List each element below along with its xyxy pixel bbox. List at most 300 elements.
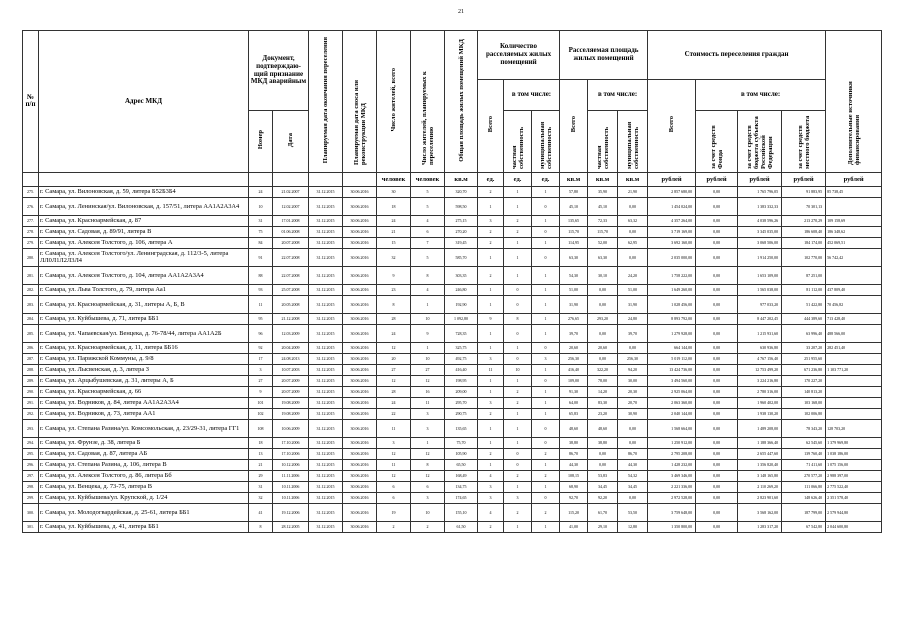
row-area-municipal: 62,95 [618, 237, 648, 248]
row-qty-private: 1 [504, 266, 532, 284]
row-additional-sources: 186 348,62 [826, 226, 882, 237]
row-total-area: 585,70 [445, 248, 478, 266]
row-qty-municipal: 0 [532, 197, 560, 215]
row-cost-subject: 2 823 901,60 [738, 492, 782, 503]
row-additional-sources: 1 075 156,00 [826, 459, 882, 470]
row-total-area: 135,65 [445, 419, 478, 437]
row-planned-demolition: 30.06.2016 [343, 521, 377, 532]
table-row [23, 342, 882, 353]
row-additional-sources: 2 579 944,80 [826, 503, 882, 521]
row-cost-total: 2 040 144,00 [648, 408, 696, 419]
row-number: 291. [23, 397, 39, 408]
row-qty-private: 1 [504, 521, 532, 532]
row-cost-local: 51 422,80 [782, 295, 826, 313]
row-cost-subject: 3 345 035,00 [738, 226, 782, 237]
units-row [23, 172, 882, 186]
header-additional-sources: Дополнительные источники финансирования [826, 31, 882, 173]
row-additional-sources: 1 103 771,20 [826, 364, 882, 375]
row-cost-total: 1 758 222,00 [648, 266, 696, 284]
row-additional-sources: 56 742,42 [826, 248, 882, 266]
row-area-municipal: 44,30 [618, 459, 648, 470]
row-cost-local: 139 760,40 [782, 448, 826, 459]
row-cost-total: 664 144,00 [648, 342, 696, 353]
row-area-municipal: 86,70 [618, 448, 648, 459]
row-doc-number: 96 [249, 324, 273, 342]
row-cost-total: 1 428 232,00 [648, 459, 696, 470]
table-row [23, 408, 882, 419]
row-cost-fund: 0,00 [696, 295, 738, 313]
table-row [23, 266, 882, 284]
row-cost-fund: 0,00 [696, 397, 738, 408]
row-area-municipal: 20,30 [618, 386, 648, 397]
row-residents-planned: 1 [411, 295, 445, 313]
row-qty-total: 11 [478, 364, 504, 375]
row-doc-number: 92 [249, 342, 273, 353]
row-residents-total: 24 [377, 397, 411, 408]
row-qty-private: 2 [504, 215, 532, 226]
table-row [23, 419, 882, 437]
row-qty-private: 2 [504, 470, 532, 481]
row-address: г. Самара, ул. Степана Разина/ул. Комсомольская, д. 23/29-31, литера ГГ1 [39, 419, 249, 437]
row-address: г. Самара, ул. Куйбышева, д. 41, литера ББ1 [39, 521, 249, 532]
row-qty-private: 0 [504, 459, 532, 470]
row-residents-total: 27 [377, 364, 411, 375]
row-cost-subject: 1 653 109,00 [738, 266, 782, 284]
row-address: г. Самара, ул. Венцека, д. 73-75, литера В [39, 481, 249, 492]
row-area-private: 34,45 [588, 481, 618, 492]
row-qty-municipal: 3 [532, 353, 560, 364]
row-qty-private: 2 [504, 386, 532, 397]
row-residents-total: 23 [377, 284, 411, 295]
row-doc-date: 22.07.2008 [273, 248, 309, 266]
row-area-total: 114,95 [560, 237, 588, 248]
row-qty-total: 2 [478, 266, 504, 284]
row-planned-end: 31.12.2015 [309, 197, 343, 215]
row-planned-end: 31.12.2015 [309, 448, 343, 459]
row-area-total: 109,00 [560, 375, 588, 386]
row-residents-total: 6 [377, 492, 411, 503]
row-qty-private: 1 [504, 342, 532, 353]
row-cost-local: 87 251,00 [782, 266, 826, 284]
row-planned-demolition: 30.06.2016 [343, 481, 377, 492]
row-address: г. Самара, ул. Алексея Толстого, д. 104, литера АА1А2А3А4 [39, 266, 249, 284]
row-address: г. Самара, ул. Степана Разина, д. 106, литера В [39, 459, 249, 470]
row-residents-planned: 3 [411, 408, 445, 419]
row-total-area: 275,15 [445, 215, 478, 226]
table-row [23, 364, 882, 375]
row-number: 299. [23, 492, 39, 503]
row-area-municipal: 12,80 [618, 521, 648, 532]
row-residents-total: 30 [377, 186, 411, 197]
row-residents-planned: 4 [411, 215, 445, 226]
row-area-total: 108,15 [560, 470, 588, 481]
row-qty-municipal: 0 [532, 226, 560, 237]
row-cost-subject: 3 148 165,80 [738, 470, 782, 481]
row-cost-fund: 0,00 [696, 481, 738, 492]
row-cost-total: 2 063 360,00 [648, 397, 696, 408]
row-number: 293. [23, 419, 39, 437]
row-planned-end: 31.12.2015 [309, 459, 343, 470]
row-qty-private: 0 [504, 284, 532, 295]
row-qty-private: 1 [504, 248, 532, 266]
row-area-municipal: 0,00 [618, 419, 648, 437]
row-cost-total: 3 469 346,00 [648, 470, 696, 481]
row-residents-planned: 3 [411, 419, 445, 437]
row-doc-number: 3 [249, 364, 273, 375]
row-residents-planned: 10 [411, 353, 445, 364]
row-cost-total: 2 221 336,00 [648, 481, 696, 492]
row-qty-private: 8 [504, 313, 532, 324]
row-cost-subject: 1 383 332,33 [738, 197, 782, 215]
row-residents-planned: 5 [411, 248, 445, 266]
row-planned-demolition: 30.06.2016 [343, 470, 377, 481]
row-doc-date: 10.07.2003 [273, 364, 309, 375]
row-doc-date: 17.10.2006 [273, 437, 309, 448]
row-doc-number: 9 [249, 386, 273, 397]
row-residents-planned: 1 [411, 342, 445, 353]
unit-cell: ед. [532, 172, 560, 186]
row-doc-date: 10.12.2006 [273, 459, 309, 470]
table-row [23, 295, 882, 313]
row-cost-total: 1 568 664,00 [648, 419, 696, 437]
row-doc-date: 19.12.2006 [273, 503, 309, 521]
row-area-private: 78,00 [588, 375, 618, 386]
row-total-area: 134,75 [445, 481, 478, 492]
row-qty-total: 9 [478, 313, 504, 324]
row-residents-planned: 8 [411, 266, 445, 284]
row-cost-local: 671 236,80 [782, 364, 826, 375]
row-planned-end: 31.12.2015 [309, 353, 343, 364]
row-doc-date: 12.03.2009 [273, 324, 309, 342]
row-cost-total: 1 454 024,00 [648, 197, 696, 215]
header-area-total: Всего [560, 80, 588, 173]
row-number: 294. [23, 437, 39, 448]
row-cost-local: 63 996,40 [782, 324, 826, 342]
row-area-private: 23,20 [588, 408, 618, 419]
row-total-area: 198,95 [445, 375, 478, 386]
row-doc-date: 19.08.2009 [273, 397, 309, 408]
row-qty-total: 3 [478, 215, 504, 226]
row-cost-local: 91 883,95 [782, 186, 826, 197]
row-area-private: 72,33 [588, 215, 618, 226]
row-area-private: 115,70 [588, 226, 618, 237]
row-residents-total: 6 [377, 481, 411, 492]
row-residents-planned: 12 [411, 448, 445, 459]
row-planned-end: 31.12.2015 [309, 295, 343, 313]
row-planned-demolition: 30.06.2016 [343, 324, 377, 342]
row-doc-number: 21 [249, 459, 273, 470]
row-area-municipal: 30,90 [618, 408, 648, 419]
row-address: г. Самара, ул. Садовая, д. 89/91, литера В [39, 226, 249, 237]
table-row [23, 375, 882, 386]
row-doc-number: 75 [249, 226, 273, 237]
row-qty-private: 3 [504, 492, 532, 503]
row-cost-total: 2 857 680,00 [648, 186, 696, 197]
row-doc-number: 93 [249, 284, 273, 295]
table-row [23, 197, 882, 215]
row-cost-subject: 3 224 216,80 [738, 375, 782, 386]
row-area-municipal: 34,45 [618, 481, 648, 492]
row-residents-total: 22 [377, 408, 411, 419]
row-area-municipal: 63,32 [618, 215, 648, 226]
row-qty-total: 1 [478, 342, 504, 353]
unit-cell: ед. [504, 172, 532, 186]
row-qty-municipal: 1 [532, 324, 560, 342]
table-row [23, 248, 882, 266]
row-residents-total: 19 [377, 503, 411, 521]
row-area-municipal: 24,80 [618, 313, 648, 324]
row-area-total: 38,80 [560, 437, 588, 448]
row-planned-end: 31.12.2015 [309, 375, 343, 386]
row-area-total: 65,83 [560, 408, 588, 419]
row-total-area: 303,35 [445, 266, 478, 284]
row-residents-planned: 3 [411, 492, 445, 503]
row-cost-subject: 1 765 796,05 [738, 186, 782, 197]
row-qty-total: 1 [478, 459, 504, 470]
row-total-area: 246,80 [445, 284, 478, 295]
row-additional-sources: 282 451,40 [826, 342, 882, 353]
row-number: 280. [23, 248, 39, 266]
row-residents-total: 15 [377, 237, 411, 248]
row-area-total: 256,30 [560, 353, 588, 364]
row-cost-local: 213 270,29 [782, 215, 826, 226]
row-cost-local: 33 207,20 [782, 342, 826, 353]
row-cost-local: 78 343,20 [782, 419, 826, 437]
table-row [23, 521, 882, 532]
row-planned-demolition: 30.06.2016 [343, 266, 377, 284]
header-area-group: Расселяемая площадь жилых помещений [560, 31, 648, 80]
page-number: 21 [458, 9, 464, 15]
row-doc-number: 13 [249, 448, 273, 459]
row-doc-number: 108 [249, 419, 273, 437]
row-address: г. Самара, ул. Алексея Толстого, д. 86, литера Бб [39, 470, 249, 481]
row-planned-end: 31.12.2015 [309, 386, 343, 397]
row-planned-demolition: 30.06.2016 [343, 397, 377, 408]
row-additional-sources: 128 703,20 [826, 419, 882, 437]
row-qty-private: 0 [504, 295, 532, 313]
row-planned-demolition: 30.06.2016 [343, 375, 377, 386]
row-qty-total: 4 [478, 470, 504, 481]
row-doc-number: 8 [249, 521, 273, 532]
row-additional-sources: 437 809,40 [826, 284, 882, 295]
resettlement-table [22, 30, 882, 533]
row-qty-municipal: 1 [532, 481, 560, 492]
row-cost-fund: 0,00 [696, 364, 738, 375]
row-total-area: 65,50 [445, 459, 478, 470]
row-cost-total: 4 357 264,00 [648, 215, 696, 226]
row-address: г. Самара, ул. Ленинская/ул. Вилоновская, д. 157/51, литера АА1А2А3А4 [39, 197, 249, 215]
row-cost-local: 140 813,20 [782, 386, 826, 397]
row-doc-number: 95 [249, 313, 273, 324]
row-cost-local: 444 389,60 [782, 313, 826, 324]
unit-cell: рублей [826, 172, 882, 186]
row-area-municipal: 54,32 [618, 470, 648, 481]
row-address: г. Самара, ул. Арцыбушевская, д. 31, литеры А, Б [39, 375, 249, 386]
row-residents-total: 11 [377, 419, 411, 437]
row-address: г. Самара, ул. Парижской Коммуны, д. 9/8 [39, 353, 249, 364]
row-qty-municipal: 1 [532, 186, 560, 197]
row-area-municipal: 0,00 [618, 248, 648, 266]
row-address: г. Самара, ул. Красноармейская, д. 66 [39, 386, 249, 397]
table-row [23, 492, 882, 503]
row-residents-total: 32 [377, 248, 411, 266]
row-planned-end: 31.12.2015 [309, 492, 343, 503]
row-qty-municipal: 0 [532, 437, 560, 448]
row-cost-total: 1 279 928,00 [648, 324, 696, 342]
row-qty-private: 2 [504, 503, 532, 521]
row-area-private: 0,00 [588, 448, 618, 459]
row-residents-total: 24 [377, 324, 411, 342]
row-residents-planned: 10 [411, 503, 445, 521]
row-doc-date: 25.07.2008 [273, 284, 309, 295]
row-doc-date: 22.07.2008 [273, 266, 309, 284]
row-qty-total: 3 [478, 397, 504, 408]
row-area-total: 64,00 [560, 397, 588, 408]
row-planned-demolition: 30.06.2016 [343, 237, 377, 248]
row-cost-local: 102 770,00 [782, 248, 826, 266]
row-address: г. Самара, ул. Куйбышева/ул. Крупской, д. 1/24 [39, 492, 249, 503]
row-residents-total: 9 [377, 266, 411, 284]
row-residents-total: 28 [377, 386, 411, 397]
header-area-private: частная собственность [588, 111, 618, 173]
row-qty-private: 10 [504, 364, 532, 375]
row-planned-demolition: 30.06.2016 [343, 448, 377, 459]
row-qty-private: 0 [504, 353, 532, 364]
row-qty-private: 0 [504, 324, 532, 342]
row-cost-fund: 0,00 [696, 248, 738, 266]
row-qty-total: 2 [478, 237, 504, 248]
row-qty-private: 1 [504, 437, 532, 448]
row-area-private: 0,00 [588, 459, 618, 470]
row-additional-sources: 2 351 578,40 [826, 492, 882, 503]
unit-cell: кв.м [618, 172, 648, 186]
row-address: г. Самара, ул. Красноармейская, д. 31, литеры А, Б, В [39, 295, 249, 313]
row-planned-demolition: 30.06.2016 [343, 248, 377, 266]
row-qty-total: 1 [478, 248, 504, 266]
row-cost-fund: 0,00 [696, 419, 738, 437]
row-total-area: 61,50 [445, 521, 478, 532]
row-doc-number: 27 [249, 375, 273, 386]
row-doc-date: 21.12.2008 [273, 313, 309, 324]
row-doc-date: 17.01.2008 [273, 215, 309, 226]
row-area-municipal: 0,00 [618, 226, 648, 237]
row-residents-total: 12 [377, 375, 411, 386]
row-cost-local: 111 066,80 [782, 481, 826, 492]
row-cost-fund: 0,00 [696, 386, 738, 397]
row-total-area: 295,70 [445, 397, 478, 408]
row-number: 301. [23, 521, 39, 532]
row-additional-sources: 713 428,40 [826, 313, 882, 324]
row-planned-end: 31.12.2015 [309, 248, 343, 266]
row-cost-subject: 977 033,20 [738, 295, 782, 313]
row-residents-planned: 7 [411, 237, 445, 248]
row-residents-planned: 6 [411, 481, 445, 492]
row-total-area: 416,40 [445, 364, 478, 375]
row-cost-subject: 4 767 156,40 [738, 353, 782, 364]
header-doc-date: Дата [273, 111, 309, 173]
row-doc-date: 10.06.2009 [273, 419, 309, 437]
row-planned-end: 31.12.2015 [309, 397, 343, 408]
row-planned-end: 31.12.2015 [309, 481, 343, 492]
row-qty-municipal: 1 [532, 521, 560, 532]
row-cost-fund: 0,00 [696, 342, 738, 353]
unit-cell: рублей [648, 172, 696, 186]
row-residents-planned: 10 [411, 313, 445, 324]
row-planned-demolition: 30.06.2016 [343, 437, 377, 448]
row-area-private: 83,30 [588, 397, 618, 408]
row-doc-number: 102 [249, 408, 273, 419]
table-row [23, 386, 882, 397]
header-address: Адрес МКД [39, 31, 249, 173]
row-residents-planned: 27 [411, 364, 445, 375]
row-area-municipal: 256,30 [618, 353, 648, 364]
row-residents-planned: 8 [411, 459, 445, 470]
row-doc-date: 17.10.2006 [273, 448, 309, 459]
row-cost-total: 1 028 456,00 [648, 295, 696, 313]
row-residents-planned: 16 [411, 386, 445, 397]
row-qty-municipal: 0 [532, 342, 560, 353]
row-total-area: 728,35 [445, 324, 478, 342]
row-residents-planned: 2 [411, 521, 445, 532]
row-address: г. Самара, ул. Чапаевская/ул. Венцека, д. 76-78/44, литера АА1А2Б [39, 324, 249, 342]
row-address: г. Самара, ул. Лысвенская, д. 3, литера З [39, 364, 249, 375]
unit-cell: ед. [478, 172, 504, 186]
row-cost-local: 170 227,20 [782, 375, 826, 386]
row-planned-end: 31.12.2015 [309, 215, 343, 226]
row-area-private: 48,60 [588, 419, 618, 437]
row-area-private: 52,00 [588, 237, 618, 248]
row-cost-fund: 0,00 [696, 408, 738, 419]
row-area-total: 48,60 [560, 419, 588, 437]
row-doc-date: 20.04.2009 [273, 342, 309, 353]
row-planned-end: 31.12.2015 [309, 503, 343, 521]
row-residents-planned: 5 [411, 197, 445, 215]
row-address: г. Самара, ул. Куйбышева, д. 71, литера ББ1 [39, 313, 249, 324]
header-residents-total: Число жителей, всего [377, 31, 411, 173]
row-number: 279. [23, 237, 39, 248]
row-qty-private: 2 [504, 397, 532, 408]
row-residents-planned: 12 [411, 375, 445, 386]
row-cost-fund: 0,00 [696, 503, 738, 521]
row-residents-total: 2 [377, 521, 411, 532]
row-cost-subject: 2 655 447,60 [738, 448, 782, 459]
row-doc-date: 19.08.2009 [273, 408, 309, 419]
row-qty-private: 1 [504, 481, 532, 492]
row-qty-private: 1 [504, 197, 532, 215]
header-cost-total: Всего [648, 80, 696, 173]
row-cost-local: 148 626,40 [782, 492, 826, 503]
row-total-area: 320,70 [445, 186, 478, 197]
row-residents-total: 3 [377, 437, 411, 448]
row-qty-total: 1 [478, 295, 504, 313]
row-cost-fund: 0,00 [696, 492, 738, 503]
row-cost-fund: 0,00 [696, 197, 738, 215]
row-area-total: 276,65 [560, 313, 588, 324]
row-additional-sources: 1 379 969,80 [826, 437, 882, 448]
row-qty-municipal: 1 [532, 459, 560, 470]
table-row [23, 503, 882, 521]
row-qty-municipal: 1 [532, 284, 560, 295]
row-qty-municipal: 1 [532, 266, 560, 284]
table-row [23, 313, 882, 324]
row-doc-date: 20.07.2008 [273, 237, 309, 248]
row-cost-total: 8 893 792,00 [648, 313, 696, 324]
row-area-private: 29,10 [588, 521, 618, 532]
row-additional-sources: 109 158,69 [826, 215, 882, 226]
row-doc-number: 101 [249, 397, 273, 408]
row-area-private: 293,20 [588, 313, 618, 324]
row-area-total: 86,70 [560, 448, 588, 459]
